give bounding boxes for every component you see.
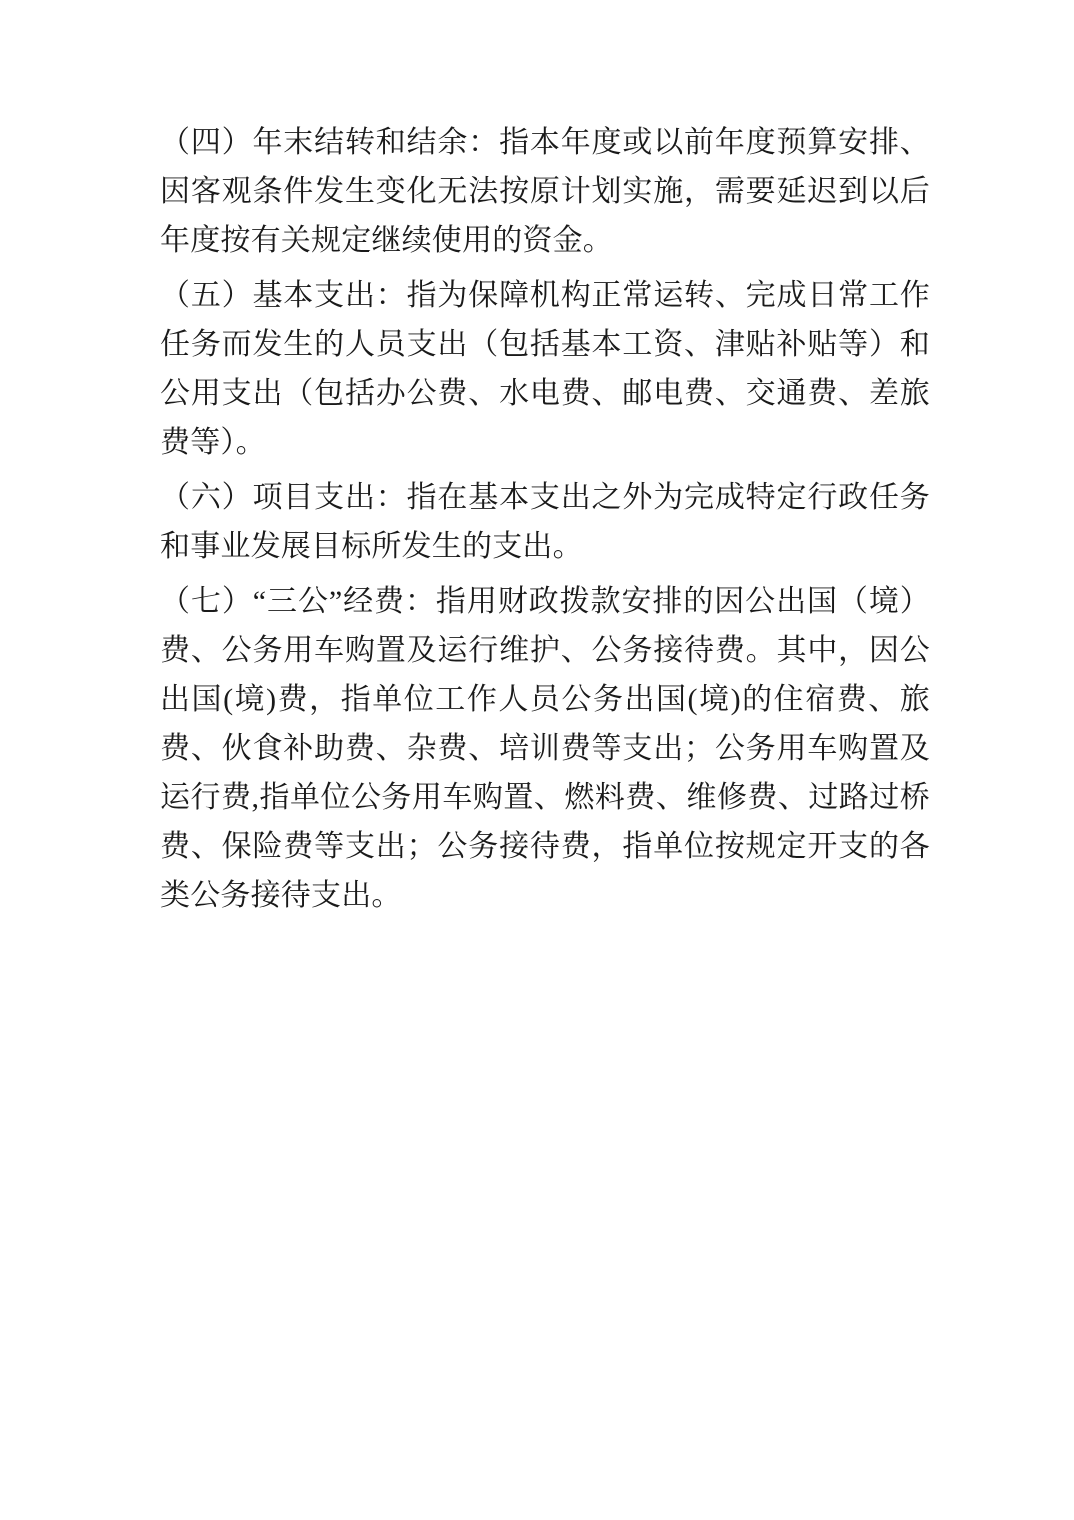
- paragraph-item-six: （六）项目支出：指在基本支出之外为完成特定行政任务和事业发展目标所发生的支出。: [160, 481, 930, 563]
- paragraph-item-five: （五）基本支出：指为保障机构正常运转、完成日常工作任务而发生的人员支出（包括基本工资、津贴补贴等）和公用支出（包括办公费、水电费、邮电费、交通费、差旅费等）。: [160, 279, 930, 459]
- paragraph-item-seven: （七）“三公”经费：指用财政拨款安排的因公出国（境）费、公务用车购置及运行维护、公务接待费。其中，因公出国(境)费，指单位工作人员公务出国(境)的住宿费、旅费、伙食补助费、杂费、培训费等支出；公务用车购置及运行费,指单位公务用车购置、燃料费、维修费、过路过桥费、保险费等支出；公务接待费，指单位按规定开支的各类公务接待支出。: [160, 585, 930, 912]
- document-body: [160, 118, 930, 920]
- paragraph-item-four: （四）年末结转和结余：指本年度或以前年度预算安排、因客观条件发生变化无法按原计划实施，需要延迟到以后年度按有关规定继续使用的资金。: [160, 126, 930, 257]
